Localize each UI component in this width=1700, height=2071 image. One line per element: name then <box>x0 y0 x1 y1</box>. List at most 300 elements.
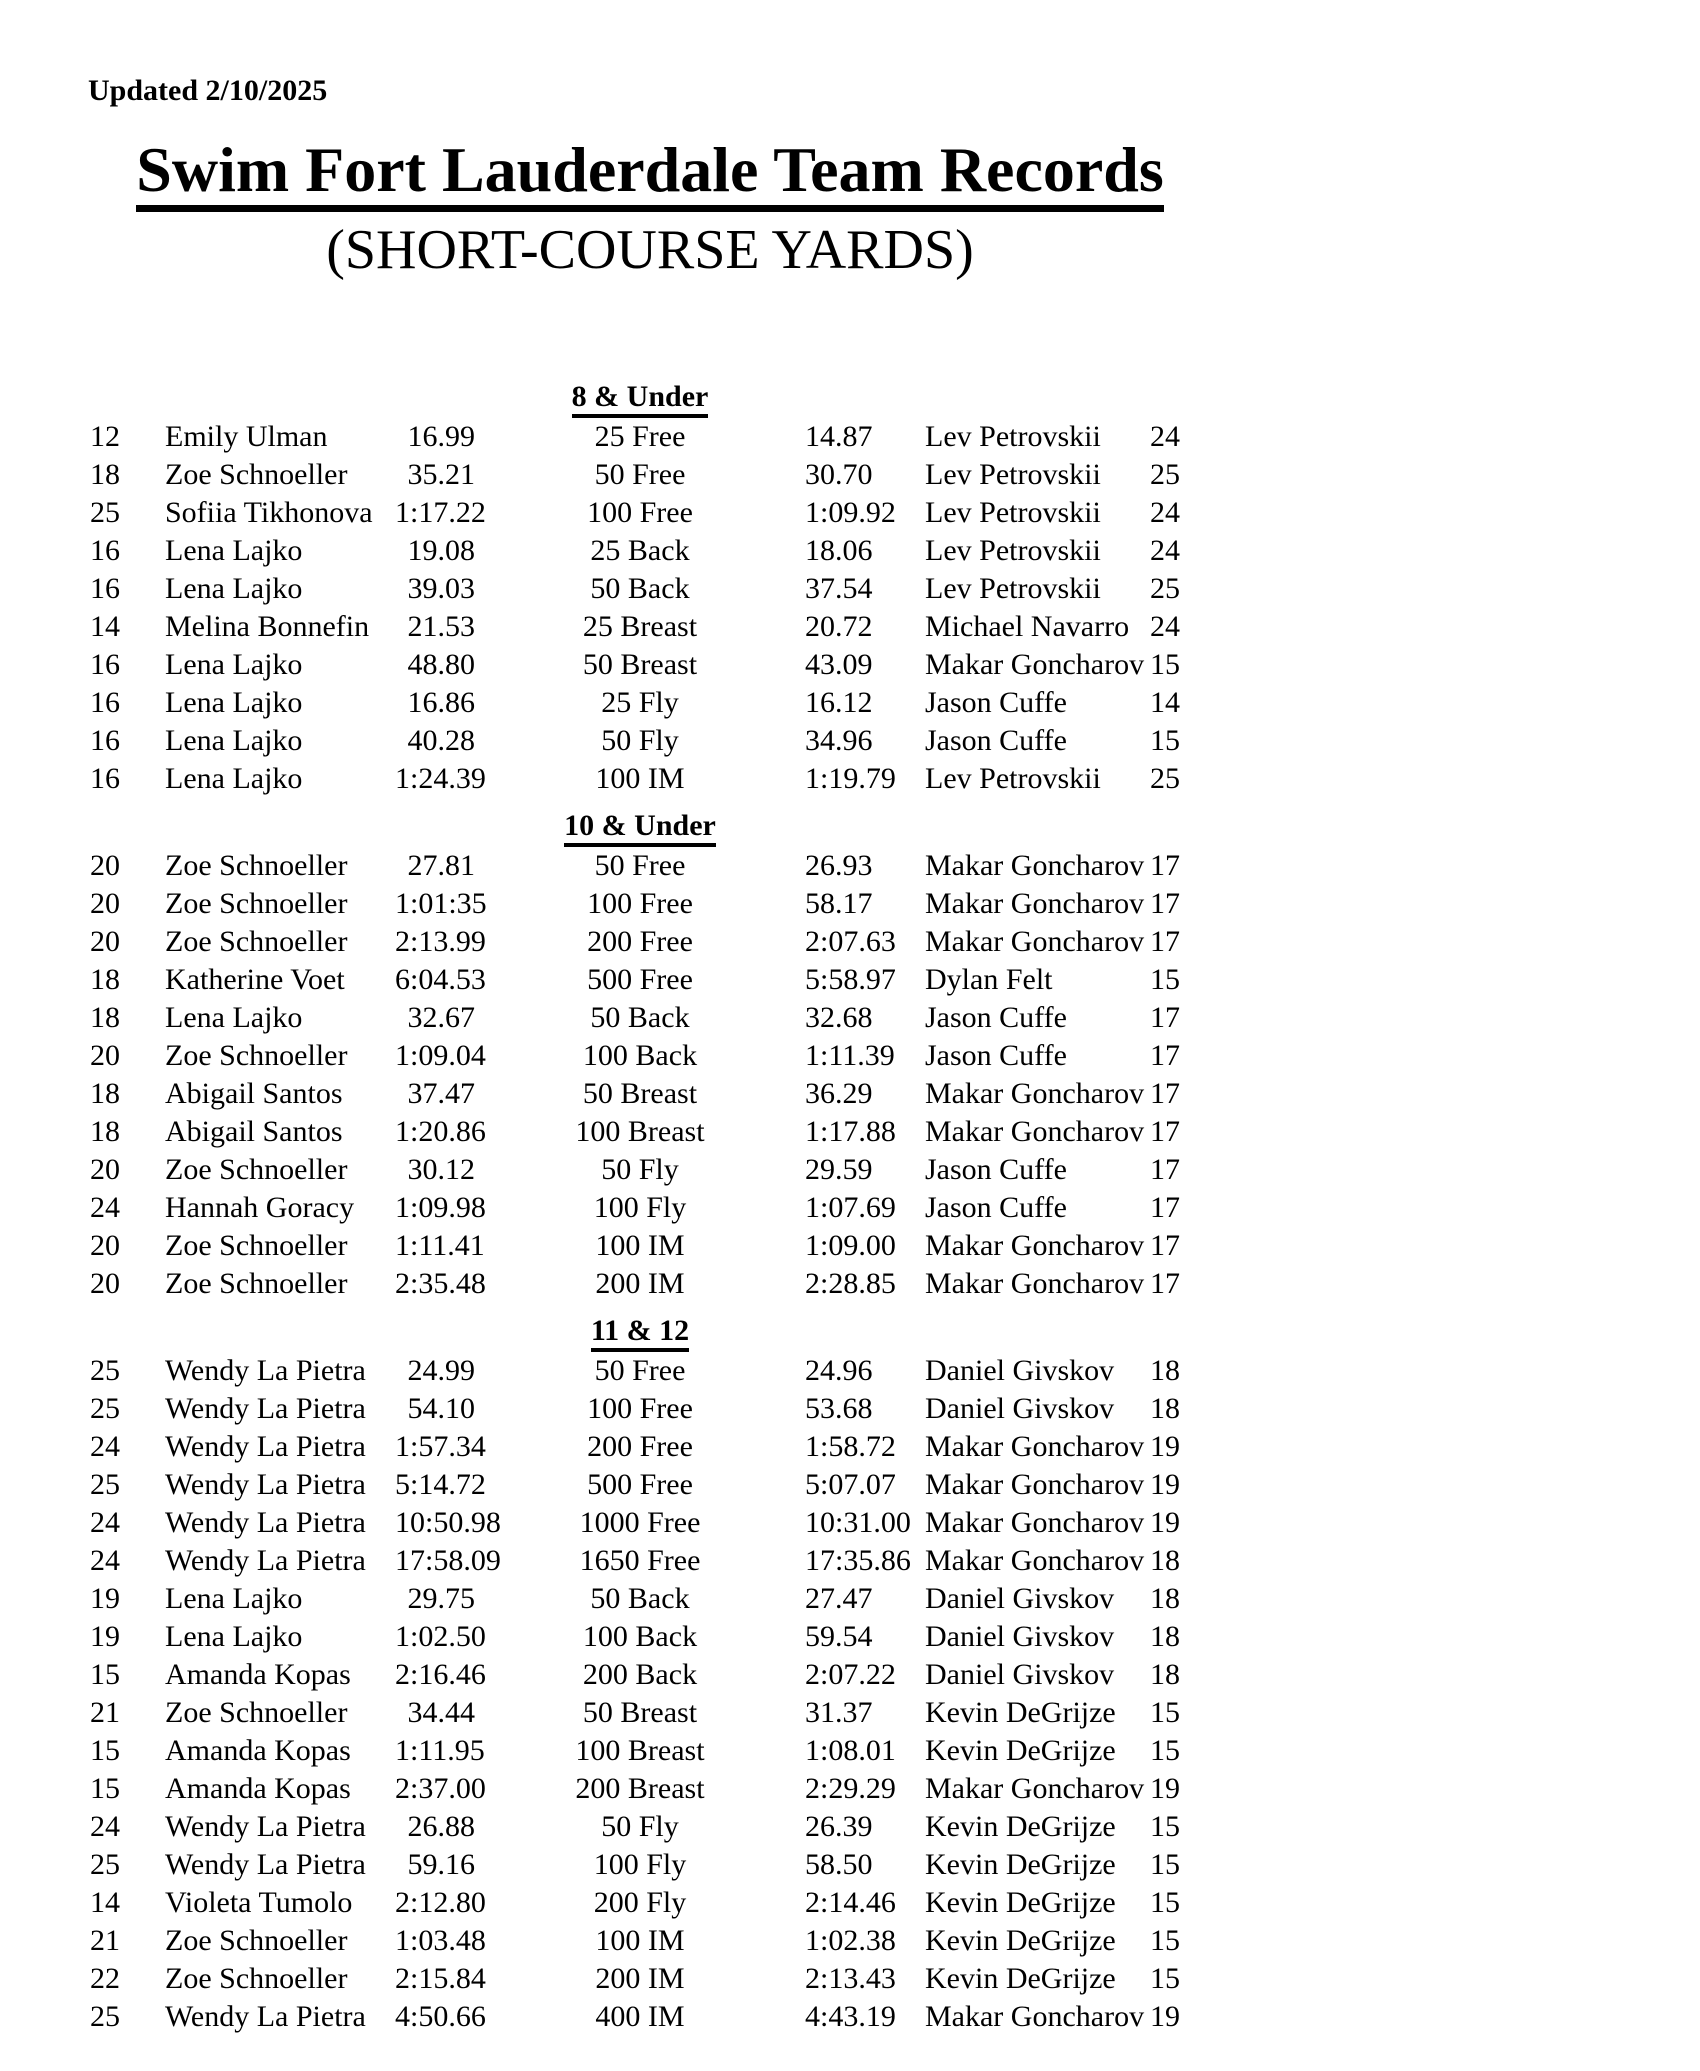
record-year-girl: 25 <box>90 1848 120 1881</box>
record-time-boy: 24.96 <box>805 1354 873 1387</box>
record-row <box>0 760 1700 798</box>
record-time-girl: 34.44 <box>407 1696 475 1729</box>
section-title: 11 & 12 <box>591 1314 689 1352</box>
event-name: 50 Free <box>594 458 686 491</box>
record-holder-boy: Jason Cuffe <box>925 724 1067 757</box>
record-time-boy: 58.50 <box>805 1848 873 1881</box>
record-time-girl: 4:50.66 <box>395 2000 486 2033</box>
record-holder-girl: Zoe Schnoeller <box>165 849 348 882</box>
record-row <box>0 570 1700 608</box>
record-year-boy: 14 <box>1150 686 1180 719</box>
record-holder-girl: Zoe Schnoeller <box>165 1924 348 1957</box>
event-name: 200 IM <box>595 1267 685 1300</box>
record-year-girl: 25 <box>90 2000 120 2033</box>
record-holder-girl: Hannah Goracy <box>165 1191 355 1224</box>
record-row <box>0 1037 1700 1075</box>
record-year-girl: 15 <box>90 1658 120 1691</box>
record-holder-boy: Makar Goncharov <box>925 1468 1145 1501</box>
event-name: 100 IM <box>595 762 685 795</box>
record-year-boy: 25 <box>1150 762 1180 795</box>
event-name: 100 Fly <box>593 1848 687 1881</box>
event-name: 50 Breast <box>582 1696 698 1729</box>
record-year-boy: 15 <box>1150 1734 1180 1767</box>
record-year-boy: 19 <box>1150 1468 1180 1501</box>
record-holder-girl: Emily Ulman <box>165 420 328 453</box>
record-row <box>0 1542 1700 1580</box>
event-name: 50 Back <box>590 1582 690 1615</box>
record-holder-girl: Wendy La Pietra <box>165 1544 366 1577</box>
record-time-girl: 1:11.41 <box>395 1229 485 1262</box>
event-name: 100 Back <box>582 1039 698 1072</box>
record-year-boy: 19 <box>1150 2000 1180 2033</box>
event-name: 50 Free <box>594 849 686 882</box>
record-time-girl: 19.08 <box>407 534 475 567</box>
event-name: 200 Fly <box>593 1886 687 1919</box>
event-name: 200 Breast <box>575 1772 705 1805</box>
record-holder-girl: Amanda Kopas <box>165 1658 351 1691</box>
record-holder-girl: Violeta Tumolo <box>165 1886 353 1919</box>
event-name: 1650 Free <box>579 1544 701 1577</box>
record-year-girl: 16 <box>90 762 120 795</box>
record-row <box>0 1618 1700 1656</box>
record-holder-boy: Daniel Givskov <box>925 1392 1115 1425</box>
record-year-girl: 12 <box>90 420 120 453</box>
record-time-boy: 5:58.97 <box>805 963 896 996</box>
record-time-boy: 43.09 <box>805 648 873 681</box>
record-year-girl: 20 <box>90 925 120 958</box>
event-name: 100 IM <box>595 1229 685 1262</box>
record-holder-girl: Wendy La Pietra <box>165 1506 366 1539</box>
record-year-girl: 21 <box>90 1924 120 1957</box>
record-time-boy: 18.06 <box>805 534 873 567</box>
record-time-boy: 29.59 <box>805 1153 873 1186</box>
record-row <box>0 1352 1700 1390</box>
record-time-boy: 36.29 <box>805 1077 873 1110</box>
record-year-girl: 14 <box>90 1886 120 1919</box>
record-time-boy: 20.72 <box>805 610 873 643</box>
record-time-girl: 2:16.46 <box>395 1658 486 1691</box>
record-row <box>0 1390 1700 1428</box>
record-time-boy: 58.17 <box>805 887 873 920</box>
record-row <box>0 1846 1700 1884</box>
record-holder-boy: Daniel Givskov <box>925 1582 1115 1615</box>
record-time-boy: 1:58.72 <box>805 1430 896 1463</box>
record-year-boy: 15 <box>1150 724 1180 757</box>
record-time-boy: 1:19.79 <box>805 762 896 795</box>
record-time-boy: 1:08.01 <box>805 1734 896 1767</box>
record-year-girl: 16 <box>90 686 120 719</box>
record-time-girl: 1:01:35 <box>395 887 487 920</box>
record-time-girl: 30.12 <box>407 1153 475 1186</box>
event-name: 1000 Free <box>579 1506 701 1539</box>
event-name: 100 Breast <box>575 1115 705 1148</box>
record-year-girl: 20 <box>90 1153 120 1186</box>
record-year-boy: 19 <box>1150 1506 1180 1539</box>
record-year-girl: 14 <box>90 610 120 643</box>
record-year-girl: 20 <box>90 1267 120 1300</box>
record-year-girl: 24 <box>90 1544 120 1577</box>
record-year-boy: 15 <box>1150 1810 1180 1843</box>
record-year-boy: 24 <box>1150 610 1180 643</box>
record-year-girl: 25 <box>90 1468 120 1501</box>
record-holder-girl: Lena Lajko <box>165 1001 303 1034</box>
record-time-girl: 29.75 <box>407 1582 475 1615</box>
event-name: 25 Fly <box>601 686 679 719</box>
record-time-boy: 2:29.29 <box>805 1772 896 1805</box>
record-holder-boy: Daniel Givskov <box>925 1620 1115 1653</box>
record-year-boy: 15 <box>1150 963 1180 996</box>
record-holder-boy: Kevin DeGrijze <box>925 1924 1116 1957</box>
event-name: 25 Back <box>590 534 690 567</box>
record-row <box>0 1189 1700 1227</box>
record-year-girl: 25 <box>90 1354 120 1387</box>
record-time-boy: 53.68 <box>805 1392 873 1425</box>
record-holder-boy: Makar Goncharov <box>925 1430 1145 1463</box>
record-time-girl: 54.10 <box>407 1392 475 1425</box>
section-header <box>0 1314 805 1352</box>
record-row <box>0 885 1700 923</box>
record-row <box>0 847 1700 885</box>
record-holder-girl: Wendy La Pietra <box>165 1810 366 1843</box>
record-holder-girl: Zoe Schnoeller <box>165 887 348 920</box>
records-table <box>0 380 1700 2036</box>
record-time-girl: 59.16 <box>407 1848 475 1881</box>
record-time-boy: 26.93 <box>805 849 873 882</box>
record-holder-boy: Kevin DeGrijze <box>925 1962 1116 1995</box>
record-year-girl: 20 <box>90 887 120 920</box>
record-year-girl: 24 <box>90 1191 120 1224</box>
record-holder-girl: Wendy La Pietra <box>165 1430 366 1463</box>
record-row <box>0 1770 1700 1808</box>
record-year-girl: 16 <box>90 572 120 605</box>
record-year-girl: 18 <box>90 1077 120 1110</box>
record-row <box>0 608 1700 646</box>
record-time-boy: 34.96 <box>805 724 873 757</box>
record-time-boy: 1:02.38 <box>805 1924 896 1957</box>
event-name: 100 Back <box>582 1620 698 1653</box>
record-holder-girl: Zoe Schnoeller <box>165 1039 348 1072</box>
event-name: 100 Free <box>587 496 693 529</box>
record-holder-boy: Makar Goncharov <box>925 1229 1145 1262</box>
event-name: 50 Free <box>594 1354 686 1387</box>
record-holder-boy: Makar Goncharov <box>925 1544 1145 1577</box>
section-header <box>0 380 805 418</box>
record-time-girl: 1:20.86 <box>395 1115 486 1148</box>
record-time-girl: 26.88 <box>407 1810 475 1843</box>
record-year-girl: 18 <box>90 458 120 491</box>
record-year-boy: 17 <box>1150 1191 1180 1224</box>
record-year-boy: 17 <box>1150 1229 1180 1262</box>
record-year-boy: 15 <box>1150 1848 1180 1881</box>
record-year-girl: 15 <box>90 1734 120 1767</box>
record-holder-boy: Michael Navarro <box>925 610 1130 643</box>
record-holder-boy: Makar Goncharov <box>925 2000 1145 2033</box>
record-year-girl: 16 <box>90 534 120 567</box>
record-year-girl: 18 <box>90 963 120 996</box>
record-row <box>0 1884 1700 1922</box>
event-name: 100 Free <box>587 887 693 920</box>
record-row <box>0 1075 1700 1113</box>
record-time-girl: 27.81 <box>407 849 475 882</box>
record-time-girl: 2:13.99 <box>395 925 486 958</box>
event-name: 200 Free <box>587 1430 693 1463</box>
record-year-boy: 15 <box>1150 1696 1180 1729</box>
event-name: 50 Fly <box>601 724 679 757</box>
record-holder-boy: Kevin DeGrijze <box>925 1810 1116 1843</box>
record-year-boy: 15 <box>1150 1962 1180 1995</box>
record-holder-boy: Daniel Givskov <box>925 1658 1115 1691</box>
record-row <box>0 456 1700 494</box>
page-title: Swim Fort Lauderdale Team Records <box>136 138 1164 212</box>
record-holder-boy: Jason Cuffe <box>925 1039 1067 1072</box>
record-year-boy: 18 <box>1150 1620 1180 1653</box>
section-title: 8 & Under <box>572 380 709 418</box>
record-row <box>0 418 1700 456</box>
event-name: 200 IM <box>595 1962 685 1995</box>
record-time-girl: 35.21 <box>407 458 475 491</box>
record-holder-girl: Lena Lajko <box>165 572 303 605</box>
record-holder-girl: Amanda Kopas <box>165 1734 351 1767</box>
record-time-boy: 2:28.85 <box>805 1267 896 1300</box>
record-holder-boy: Makar Goncharov <box>925 925 1145 958</box>
record-time-boy: 2:14.46 <box>805 1886 896 1919</box>
record-year-boy: 19 <box>1150 1772 1180 1805</box>
record-holder-boy: Kevin DeGrijze <box>925 1696 1116 1729</box>
record-time-girl: 39.03 <box>407 572 475 605</box>
record-time-girl: 2:15.84 <box>395 1962 486 1995</box>
section-title: 10 & Under <box>564 809 716 847</box>
record-time-boy: 1:11.39 <box>805 1039 895 1072</box>
record-year-girl: 20 <box>90 1039 120 1072</box>
record-time-boy: 10:31.00 <box>805 1506 911 1539</box>
record-holder-boy: Makar Goncharov <box>925 1506 1145 1539</box>
record-year-girl: 20 <box>90 849 120 882</box>
record-time-girl: 1:11.95 <box>395 1734 485 1767</box>
record-row <box>0 1580 1700 1618</box>
record-year-boy: 15 <box>1150 648 1180 681</box>
record-time-girl: 5:14.72 <box>395 1468 486 1501</box>
event-name: 25 Free <box>594 420 686 453</box>
record-year-girl: 24 <box>90 1810 120 1843</box>
record-holder-girl: Zoe Schnoeller <box>165 1267 348 1300</box>
record-row <box>0 1922 1700 1960</box>
event-name: 50 Fly <box>601 1153 679 1186</box>
record-time-boy: 5:07.07 <box>805 1468 896 1501</box>
record-holder-girl: Sofiia Tikhonova <box>165 496 373 529</box>
section-header <box>0 809 805 847</box>
record-holder-boy: Kevin DeGrijze <box>925 1848 1116 1881</box>
record-time-boy: 17:35.86 <box>805 1544 911 1577</box>
record-time-boy: 16.12 <box>805 686 873 719</box>
record-time-girl: 21.53 <box>407 610 475 643</box>
record-time-boy: 1:09.92 <box>805 496 896 529</box>
record-holder-girl: Lena Lajko <box>165 534 303 567</box>
record-time-girl: 17:58.09 <box>395 1544 501 1577</box>
record-holder-girl: Zoe Schnoeller <box>165 1696 348 1729</box>
record-time-girl: 37.47 <box>407 1077 475 1110</box>
event-name: 50 Breast <box>582 1077 698 1110</box>
record-holder-boy: Makar Goncharov <box>925 648 1145 681</box>
record-holder-boy: Jason Cuffe <box>925 686 1067 719</box>
record-holder-girl: Wendy La Pietra <box>165 2000 366 2033</box>
record-holder-girl: Zoe Schnoeller <box>165 1962 348 1995</box>
record-year-boy: 17 <box>1150 849 1180 882</box>
record-holder-boy: Lev Petrovskii <box>925 572 1101 605</box>
record-time-boy: 26.39 <box>805 1810 873 1843</box>
record-time-girl: 32.67 <box>407 1001 475 1034</box>
record-year-girl: 24 <box>90 1506 120 1539</box>
record-year-boy: 25 <box>1150 572 1180 605</box>
record-holder-boy: Daniel Givskov <box>925 1354 1115 1387</box>
updated-date: Updated 2/10/2025 <box>88 74 328 107</box>
record-year-girl: 22 <box>90 1962 120 1995</box>
record-time-girl: 1:09.04 <box>395 1039 486 1072</box>
record-year-girl: 16 <box>90 648 120 681</box>
record-row <box>0 1504 1700 1542</box>
record-holder-girl: Zoe Schnoeller <box>165 1229 348 1262</box>
record-holder-girl: Lena Lajko <box>165 762 303 795</box>
record-holder-girl: Wendy La Pietra <box>165 1392 366 1425</box>
record-time-girl: 2:35.48 <box>395 1267 486 1300</box>
record-row <box>0 1960 1700 1998</box>
record-year-boy: 18 <box>1150 1544 1180 1577</box>
record-holder-boy: Makar Goncharov <box>925 1077 1145 1110</box>
record-time-girl: 1:02.50 <box>395 1620 486 1653</box>
record-row <box>0 1732 1700 1770</box>
record-holder-boy: Dylan Felt <box>925 963 1053 996</box>
record-holder-boy: Lev Petrovskii <box>925 534 1101 567</box>
record-year-girl: 19 <box>90 1620 120 1653</box>
record-time-boy: 32.68 <box>805 1001 873 1034</box>
record-holder-girl: Zoe Schnoeller <box>165 1153 348 1186</box>
record-year-girl: 15 <box>90 1772 120 1805</box>
record-holder-girl: Lena Lajko <box>165 724 303 757</box>
record-time-boy: 1:09.00 <box>805 1229 896 1262</box>
record-time-boy: 2:07.63 <box>805 925 896 958</box>
title-block <box>0 134 1300 281</box>
record-year-boy: 24 <box>1150 496 1180 529</box>
record-row <box>0 1265 1700 1303</box>
record-row <box>0 1694 1700 1732</box>
record-holder-boy: Lev Petrovskii <box>925 458 1101 491</box>
record-holder-girl: Wendy La Pietra <box>165 1354 366 1387</box>
record-year-boy: 18 <box>1150 1658 1180 1691</box>
event-name: 200 Free <box>587 925 693 958</box>
record-year-boy: 15 <box>1150 1924 1180 1957</box>
record-year-girl: 25 <box>90 1392 120 1425</box>
event-name: 50 Back <box>590 1001 690 1034</box>
record-holder-boy: Makar Goncharov <box>925 849 1145 882</box>
record-year-boy: 18 <box>1150 1392 1180 1425</box>
record-holder-girl: Zoe Schnoeller <box>165 458 348 491</box>
record-time-girl: 24.99 <box>407 1354 475 1387</box>
record-time-boy: 27.47 <box>805 1582 873 1615</box>
record-year-boy: 25 <box>1150 458 1180 491</box>
record-time-girl: 1:57.34 <box>395 1430 486 1463</box>
record-time-boy: 4:43.19 <box>805 2000 896 2033</box>
record-holder-boy: Jason Cuffe <box>925 1001 1067 1034</box>
record-time-girl: 10:50.98 <box>395 1506 501 1539</box>
record-holder-boy: Lev Petrovskii <box>925 420 1101 453</box>
record-holder-girl: Abigail Santos <box>165 1115 343 1148</box>
record-row <box>0 1151 1700 1189</box>
record-year-boy: 15 <box>1150 1886 1180 1919</box>
record-holder-boy: Lev Petrovskii <box>925 496 1101 529</box>
record-row <box>0 1808 1700 1846</box>
record-year-girl: 18 <box>90 1001 120 1034</box>
record-time-girl: 1:09.98 <box>395 1191 486 1224</box>
page-subtitle: (SHORT-COURSE YARDS) <box>326 219 974 281</box>
record-time-boy: 1:17.88 <box>805 1115 896 1148</box>
record-holder-boy: Makar Goncharov <box>925 887 1145 920</box>
event-name: 100 Free <box>587 1392 693 1425</box>
record-holder-boy: Jason Cuffe <box>925 1191 1067 1224</box>
record-time-girl: 16.99 <box>407 420 475 453</box>
record-row <box>0 961 1700 999</box>
event-name: 100 Breast <box>575 1734 705 1767</box>
record-row <box>0 646 1700 684</box>
record-year-girl: 24 <box>90 1430 120 1463</box>
record-year-boy: 17 <box>1150 887 1180 920</box>
record-time-girl: 2:12.80 <box>395 1886 486 1919</box>
record-holder-boy: Kevin DeGrijze <box>925 1734 1116 1767</box>
record-time-boy: 31.37 <box>805 1696 873 1729</box>
record-year-girl: 19 <box>90 1582 120 1615</box>
record-year-boy: 19 <box>1150 1430 1180 1463</box>
event-name: 500 Free <box>587 963 693 996</box>
record-time-boy: 1:07.69 <box>805 1191 896 1224</box>
record-time-girl: 6:04.53 <box>395 963 486 996</box>
event-name: 100 IM <box>595 1924 685 1957</box>
record-holder-boy: Kevin DeGrijze <box>925 1886 1116 1919</box>
record-holder-girl: Katherine Voet <box>165 963 345 996</box>
record-row <box>0 684 1700 722</box>
record-year-boy: 17 <box>1150 1153 1180 1186</box>
event-name: 50 Fly <box>601 1810 679 1843</box>
event-name: 400 IM <box>595 2000 685 2033</box>
record-holder-girl: Amanda Kopas <box>165 1772 351 1805</box>
record-row <box>0 494 1700 532</box>
record-year-boy: 24 <box>1150 420 1180 453</box>
record-holder-girl: Wendy La Pietra <box>165 1848 366 1881</box>
record-holder-boy: Makar Goncharov <box>925 1115 1145 1148</box>
record-time-girl: 48.80 <box>407 648 475 681</box>
event-name: 25 Breast <box>582 610 698 643</box>
event-name: 50 Breast <box>582 648 698 681</box>
record-year-boy: 17 <box>1150 1267 1180 1300</box>
record-year-boy: 17 <box>1150 1001 1180 1034</box>
record-time-boy: 14.87 <box>805 420 873 453</box>
record-year-girl: 25 <box>90 496 120 529</box>
record-holder-girl: Wendy La Pietra <box>165 1468 366 1501</box>
record-holder-girl: Melina Bonnefin <box>165 610 370 643</box>
record-row <box>0 1428 1700 1466</box>
record-holder-boy: Lev Petrovskii <box>925 762 1101 795</box>
event-name: 50 Back <box>590 572 690 605</box>
record-year-boy: 17 <box>1150 925 1180 958</box>
record-time-girl: 1:03.48 <box>395 1924 486 1957</box>
record-row <box>0 1656 1700 1694</box>
record-holder-boy: Jason Cuffe <box>925 1153 1067 1186</box>
record-row <box>0 722 1700 760</box>
record-year-girl: 16 <box>90 724 120 757</box>
record-year-girl: 21 <box>90 1696 120 1729</box>
record-time-girl: 16.86 <box>407 686 475 719</box>
event-name: 500 Free <box>587 1468 693 1501</box>
record-row <box>0 1466 1700 1504</box>
record-year-boy: 18 <box>1150 1582 1180 1615</box>
record-row <box>0 1227 1700 1265</box>
